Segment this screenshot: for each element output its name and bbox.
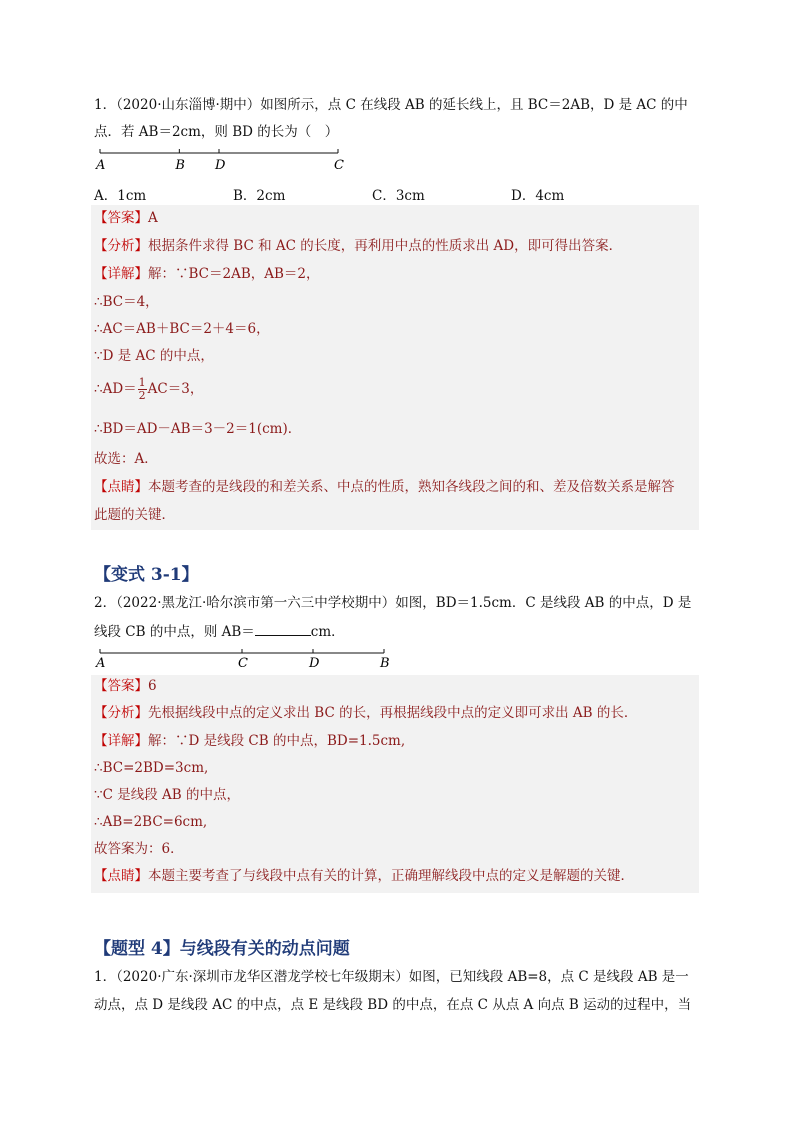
q2-detail-5: 故答案为：6． (94, 841, 184, 857)
q1-detail-6: ∴BD＝AD－AB＝3－2＝1(cm)． (94, 421, 302, 437)
q1-detail-label: 【详解】 (94, 266, 148, 282)
q2-comment-text: 本题主要考查了与线段中点有关的计算，正确理解线段中点的定义是解题的关键． (148, 868, 634, 884)
q2-comment (94, 870, 634, 884)
q2-point-label-d: D (309, 656, 320, 669)
q1-detail-7: 故选：A． (94, 451, 158, 467)
q1-option-d: D．4cm (511, 188, 565, 204)
q1-detail-5 (94, 374, 203, 404)
q1-frac-num: 1 (138, 375, 146, 389)
q1-detail-text: 解：∵BC＝2AB，AB＝2， (148, 266, 320, 282)
q2-comment-label: 【点睛】 (94, 868, 148, 884)
q1-point-label-c: C (334, 158, 344, 173)
q1-option-b: B．2cm (233, 188, 286, 204)
q1-point-label-b: B (175, 158, 185, 173)
q2-detail-text: 解：∵D 是线段 CB 的中点，BD=1.5cm, (148, 733, 406, 749)
variant-heading: 【变式 3-1】 (94, 565, 199, 585)
q2-detail-1 (94, 735, 405, 749)
q2-analysis (94, 707, 637, 721)
q1-detail-5-suffix: AC＝3， (147, 381, 204, 397)
type4-heading: 【题型 4】与线段有关的动点问题 (94, 939, 350, 959)
q2-detail-4: ∴AB=2BC=6cm, (94, 814, 208, 830)
q2-answer-label: 【答案】 (94, 678, 148, 694)
q2-point-label-a: A (96, 656, 106, 669)
q1-detail-4: ∵D 是 AC 的中点， (94, 348, 214, 364)
q2-answer-value: 6 (148, 678, 157, 694)
q2-analysis-text: 先根据线段中点的定义求出 BC 的长，再根据线段中点的定义即可求出 AB 的长． (148, 705, 638, 721)
q1-segment-figure (94, 147, 354, 173)
q1-comment (94, 481, 675, 495)
q2-detail-label: 【详解】 (94, 733, 148, 749)
q2-stem-line2 (94, 623, 345, 640)
q1-stem-line1: 1．（2020·山东淄博·期中）如图所示，点 C 在线段 AB 的延长线上，且 BC＝2AB，D 是 AC 的中 (94, 97, 688, 113)
q1-detail-2: ∴BC＝4， (94, 294, 159, 310)
q1-option-c: C．3cm (372, 188, 425, 204)
q1-fraction (138, 377, 147, 402)
q1-comment-label: 【点睛】 (94, 479, 148, 495)
q2-answer (94, 680, 157, 694)
q1-detail-1 (94, 268, 320, 282)
q1-comment-text: 本题考查的是线段的和差关系、中点的性质，熟知各线段之间的和、差及倍数关系是解答 (148, 479, 675, 495)
q1-analysis (94, 240, 622, 254)
q1-comment-line2: 此题的关键． (94, 507, 175, 523)
q1-detail-5-prefix: ∴AD＝ (94, 381, 137, 397)
q1-detail-3: ∴AC＝AB＋BC＝2＋4＝6， (94, 321, 270, 337)
q2-stem-suffix: cm． (310, 624, 345, 640)
q1-point-label-d: D (215, 158, 226, 173)
q2-answer-blank (255, 623, 311, 636)
q2-analysis-label: 【分析】 (94, 705, 148, 721)
q2-point-label-b: B (380, 656, 390, 669)
q1-analysis-text: 根据条件求得 BC 和 AC 的长度，再利用中点的性质求出 AD，即可得出答案． (148, 238, 623, 254)
q2-detail-3: ∵C 是线段 AB 的中点， (94, 787, 240, 803)
q1-stem-line2: 点．若 AB＝2cm，则 BD 的长为（ ） (94, 124, 339, 140)
q1-point-label-a: A (96, 158, 106, 173)
q1-answer-label: 【答案】 (94, 210, 148, 226)
q2-point-label-c: C (238, 656, 248, 669)
q1-answer-value: A (148, 210, 158, 226)
q2-segment-figure (94, 643, 404, 669)
q1-analysis-label: 【分析】 (94, 238, 148, 254)
q2-stem-prefix: 线段 CB 的中点，则 AB＝ (94, 624, 255, 640)
q1-frac-den: 2 (138, 389, 146, 402)
q3-stem-line2: 动点，点 D 是线段 AC 的中点，点 E 是线段 BD 的中点，在点 C 从点 A 向点 B 运动的过程中，当 (94, 997, 692, 1013)
q3-stem-line1: 1．（2020·广东·深圳市龙华区潜龙学校七年级期末）如图，已知线段 AB=8，点 C 是线段 AB 是一 (94, 969, 689, 985)
q2-stem-line1: 2．（2022·黑龙江·哈尔滨市第一六三中学校期中）如图，BD＝1.5cm．C 是线段 AB 的中点，D 是 (94, 595, 692, 611)
q1-option-a: A．1cm (94, 188, 147, 204)
q2-detail-2: ∴BC=2BD=3cm, (94, 760, 209, 776)
q1-answer (94, 212, 158, 226)
